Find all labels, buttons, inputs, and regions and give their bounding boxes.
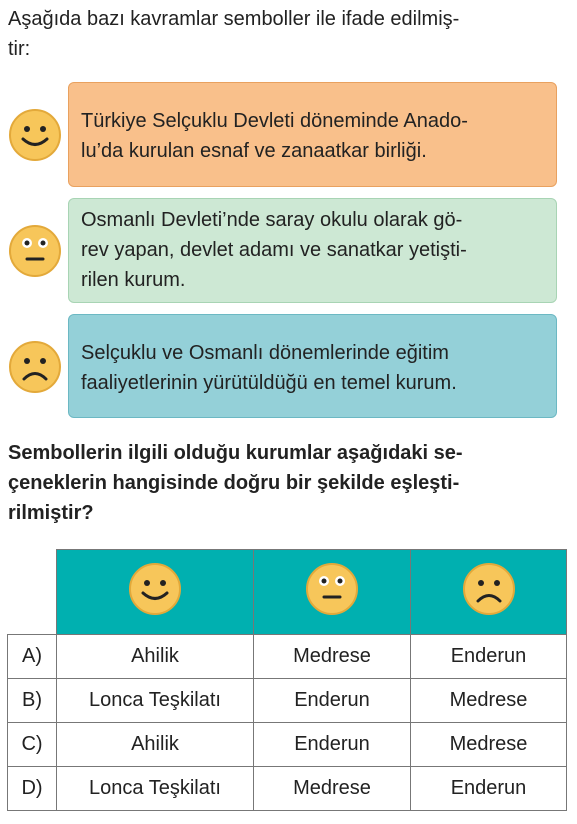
question-text	[8, 438, 568, 528]
option-cell-smiling: Lonca Teşkilatı	[57, 679, 254, 723]
frowning-face-icon	[462, 562, 516, 616]
smiling-face-icon	[128, 562, 182, 616]
question-line: rilmiştir?	[8, 502, 94, 524]
option-cell-frowning: Medrese	[411, 679, 567, 723]
option-row-c[interactable]	[8, 723, 567, 767]
option-letter: A)	[8, 635, 57, 679]
neutral-face-icon	[8, 224, 62, 278]
option-cell-frowning: Enderun	[411, 635, 567, 679]
option-letter: B)	[8, 679, 57, 723]
option-cell-smiling: Ahilik	[57, 723, 254, 767]
option-cell-neutral: Medrese	[254, 635, 411, 679]
answer-table	[7, 549, 567, 811]
option-cell-smiling: Lonca Teşkilatı	[57, 767, 254, 811]
concept-line: rev yapan, devlet adamı ve sanatkar yetişti-	[81, 239, 467, 261]
header-blank-cell	[8, 550, 57, 635]
concept-line: lu’da kurulan esnaf ve zanaatkar birliği.	[81, 140, 427, 162]
concept-card-neutral	[68, 198, 557, 303]
option-letter: C)	[8, 723, 57, 767]
header-smiling-cell	[57, 550, 254, 635]
concept-line: Osmanlı Devleti’nde saray okulu olarak gö-	[81, 209, 463, 231]
concept-line: Türkiye Selçuklu Devleti döneminde Anado-	[81, 110, 468, 132]
option-row-d[interactable]	[8, 767, 567, 811]
intro-line: tir:	[8, 38, 31, 60]
option-cell-neutral: Enderun	[254, 679, 411, 723]
concept-card-frowning	[68, 314, 557, 418]
option-cell-neutral: Medrese	[254, 767, 411, 811]
answer-table-header	[8, 550, 567, 635]
option-cell-frowning: Enderun	[411, 767, 567, 811]
header-neutral-cell	[254, 550, 411, 635]
intro-line: Aşağıda bazı kavramlar semboller ile ifade edilmiş-	[8, 8, 460, 30]
option-cell-frowning: Medrese	[411, 723, 567, 767]
question-line: çeneklerin hangisinde doğru bir şekilde eşleşti-	[8, 472, 460, 494]
option-row-b[interactable]	[8, 679, 567, 723]
concept-card-smiling	[68, 82, 557, 187]
option-letter: D)	[8, 767, 57, 811]
frowning-face-icon	[8, 340, 62, 394]
neutral-face-icon	[305, 562, 359, 616]
intro-text	[8, 4, 568, 64]
option-cell-smiling: Ahilik	[57, 635, 254, 679]
header-frowning-cell	[411, 550, 567, 635]
concept-line: faaliyetlerinin yürütüldüğü en temel kurum.	[81, 372, 457, 394]
option-row-a[interactable]	[8, 635, 567, 679]
concept-line: rilen kurum.	[81, 269, 186, 291]
question-line: Sembollerin ilgili olduğu kurumlar aşağıdaki se-	[8, 442, 463, 464]
option-cell-neutral: Enderun	[254, 723, 411, 767]
concept-line: Selçuklu ve Osmanlı dönemlerinde eğitim	[81, 342, 449, 364]
smiling-face-icon	[8, 108, 62, 162]
